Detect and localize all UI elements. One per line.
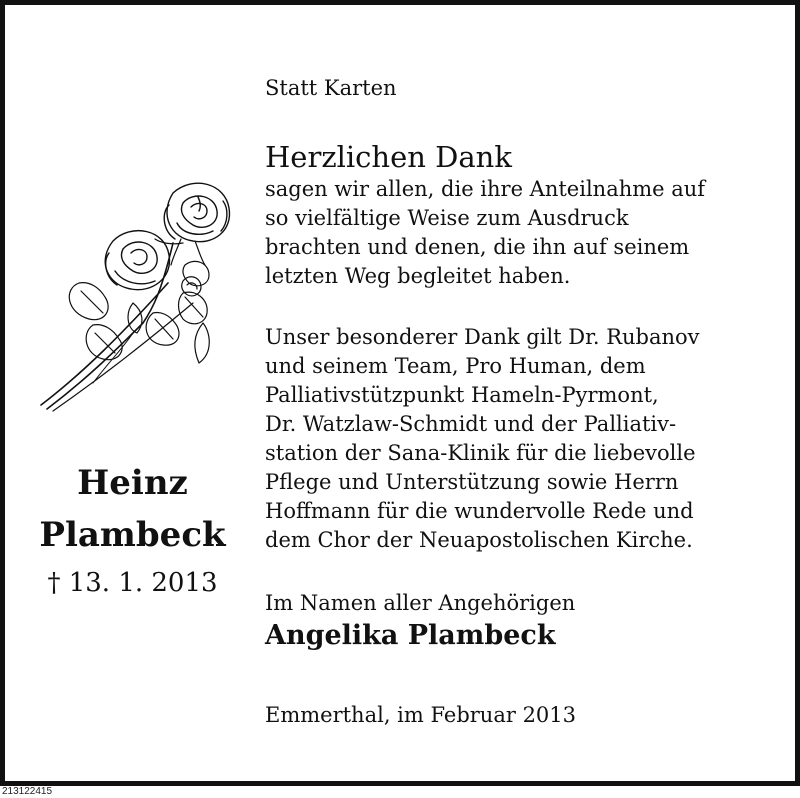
deceased-block: [25, 457, 240, 603]
paragraph-line: Pflege und Unterstützung sowie Herrn: [265, 470, 679, 494]
paragraph-line: letzten Weg begleitet haben.: [265, 264, 571, 288]
signature-name: Angelika Plambeck: [265, 620, 556, 651]
place-date: Emmerthal, im Februar 2013: [265, 703, 577, 727]
death-date: † 13. 1. 2013: [47, 568, 218, 598]
paragraph-line: Dr. Watzlaw-Schmidt und der Palliativ-: [265, 412, 677, 436]
paragraph-line: station der Sana-Klinik für die liebevolle: [265, 441, 696, 465]
notice-heading: Herzlichen Dank: [265, 140, 512, 174]
rose-bloom-left: [105, 231, 169, 290]
paragraph-line: brachten und denen, die ihn auf seinem: [265, 235, 690, 259]
paragraph-line: Hoffmann für die wundervolle Rede und: [265, 499, 694, 523]
paragraph-line: Unser besonderer Dank gilt Dr. Rubanov: [265, 325, 700, 349]
signature-intro: Im Namen aller Angehörigen: [265, 591, 576, 615]
rose-illustration: [33, 173, 233, 423]
deceased-last-name: Plambeck: [39, 515, 226, 555]
special-thanks-paragraph: [265, 323, 700, 555]
ad-id: 213122415: [2, 786, 53, 797]
paragraph-line: sagen wir allen, die ihre Anteilnahme auf: [265, 177, 706, 201]
rose-stem: [41, 283, 168, 405]
thanks-paragraph: [265, 175, 705, 291]
rose-bloom-upper: [164, 183, 229, 241]
deceased-first-name: Heinz: [77, 463, 188, 503]
paragraph-line: und seinem Team, Pro Human, dem: [265, 354, 646, 378]
paragraph-line: so vielfältige Weise zum Ausdruck: [265, 206, 629, 230]
paragraph-line: dem Chor der Neuapostolischen Kirche.: [265, 528, 693, 552]
notice-header: Statt Karten: [265, 76, 397, 100]
paragraph-line: Palliativstützpunkt Hameln-Pyrmont,: [265, 383, 659, 407]
